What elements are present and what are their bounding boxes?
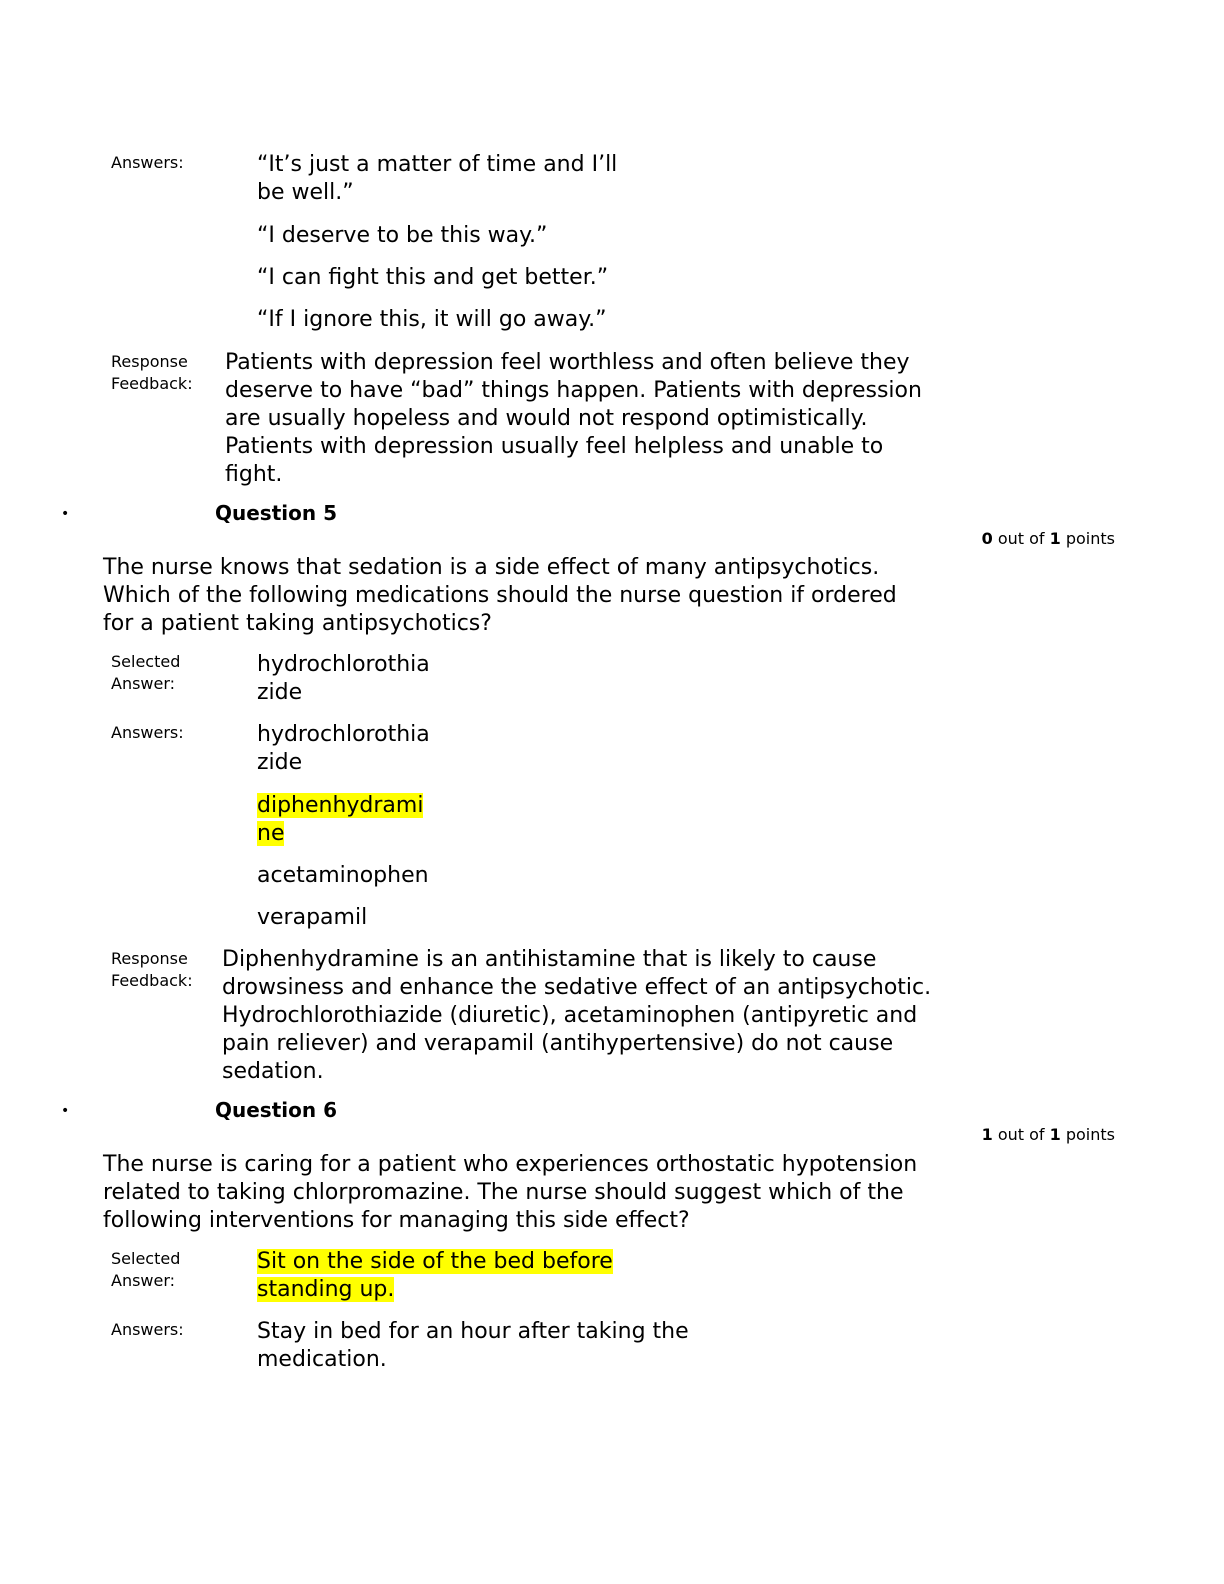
answer-option: “It’s just a matter of time and I’ll be well.”: [257, 152, 618, 205]
feedback-label: Response Feedback:: [111, 352, 193, 393]
answers-label: Answers:: [111, 1320, 184, 1339]
points-score: 1 out of 1 points: [981, 1125, 1115, 1144]
answer-option: “If I ignore this, it will go away.”: [257, 307, 607, 332]
correct-answer: diphenhydrami ne: [257, 793, 424, 846]
answer-option: acetaminophen: [257, 863, 429, 888]
selected-answer: hydrochlorothia zide: [257, 652, 430, 705]
selected-answer-label: Selected Answer:: [111, 1249, 181, 1290]
selected-answer: Sit on the side of the bed before standing up.: [257, 1249, 613, 1302]
answer-option: hydrochlorothia zide: [257, 722, 430, 775]
points-score: 0 out of 1 points: [981, 529, 1115, 548]
answer-option: verapamil: [257, 905, 368, 930]
question-title: Question 6: [215, 1098, 337, 1122]
answer-option: “I deserve to be this way.”: [257, 223, 548, 248]
question-text: The nurse knows that sedation is a side effect of many antipsychotics. Which of the following medications should the nurse question if ordered for a patient taking antipsychotics?: [103, 555, 897, 636]
bullet: •: [61, 1103, 70, 1119]
question-text: The nurse is caring for a patient who experiences orthostatic hypotension related to taking chlorpromazine. The nurse should suggest which of the following interventions for managing this side effect?: [103, 1152, 918, 1233]
question-title: Question 5: [215, 501, 337, 525]
bullet: •: [61, 506, 70, 522]
response-feedback: Diphenhydramine is an antihistamine that is likely to cause drowsiness and enhance the sedative effect of an antipsychotic. Hydrochlorothiazide (diuretic), acetaminophen (antipyretic and pain reliever) and verapamil (antihypertensive) do not cause sedation.: [222, 947, 932, 1084]
answers-label: Answers:: [111, 153, 184, 172]
feedback-label: Response Feedback:: [111, 949, 193, 990]
answer-option: Stay in bed for an hour after taking the medication.: [257, 1319, 689, 1372]
answer-option: “I can fight this and get better.”: [257, 265, 609, 290]
answers-label: Answers:: [111, 723, 184, 742]
selected-answer-label: Selected Answer:: [111, 652, 181, 693]
response-feedback: Patients with depression feel worthless and often believe they deserve to have “bad” things happen. Patients with depression are usually hopeless and would not respond optimistically. Patients with depression usually feel helpless and unable to fight.: [225, 350, 922, 487]
